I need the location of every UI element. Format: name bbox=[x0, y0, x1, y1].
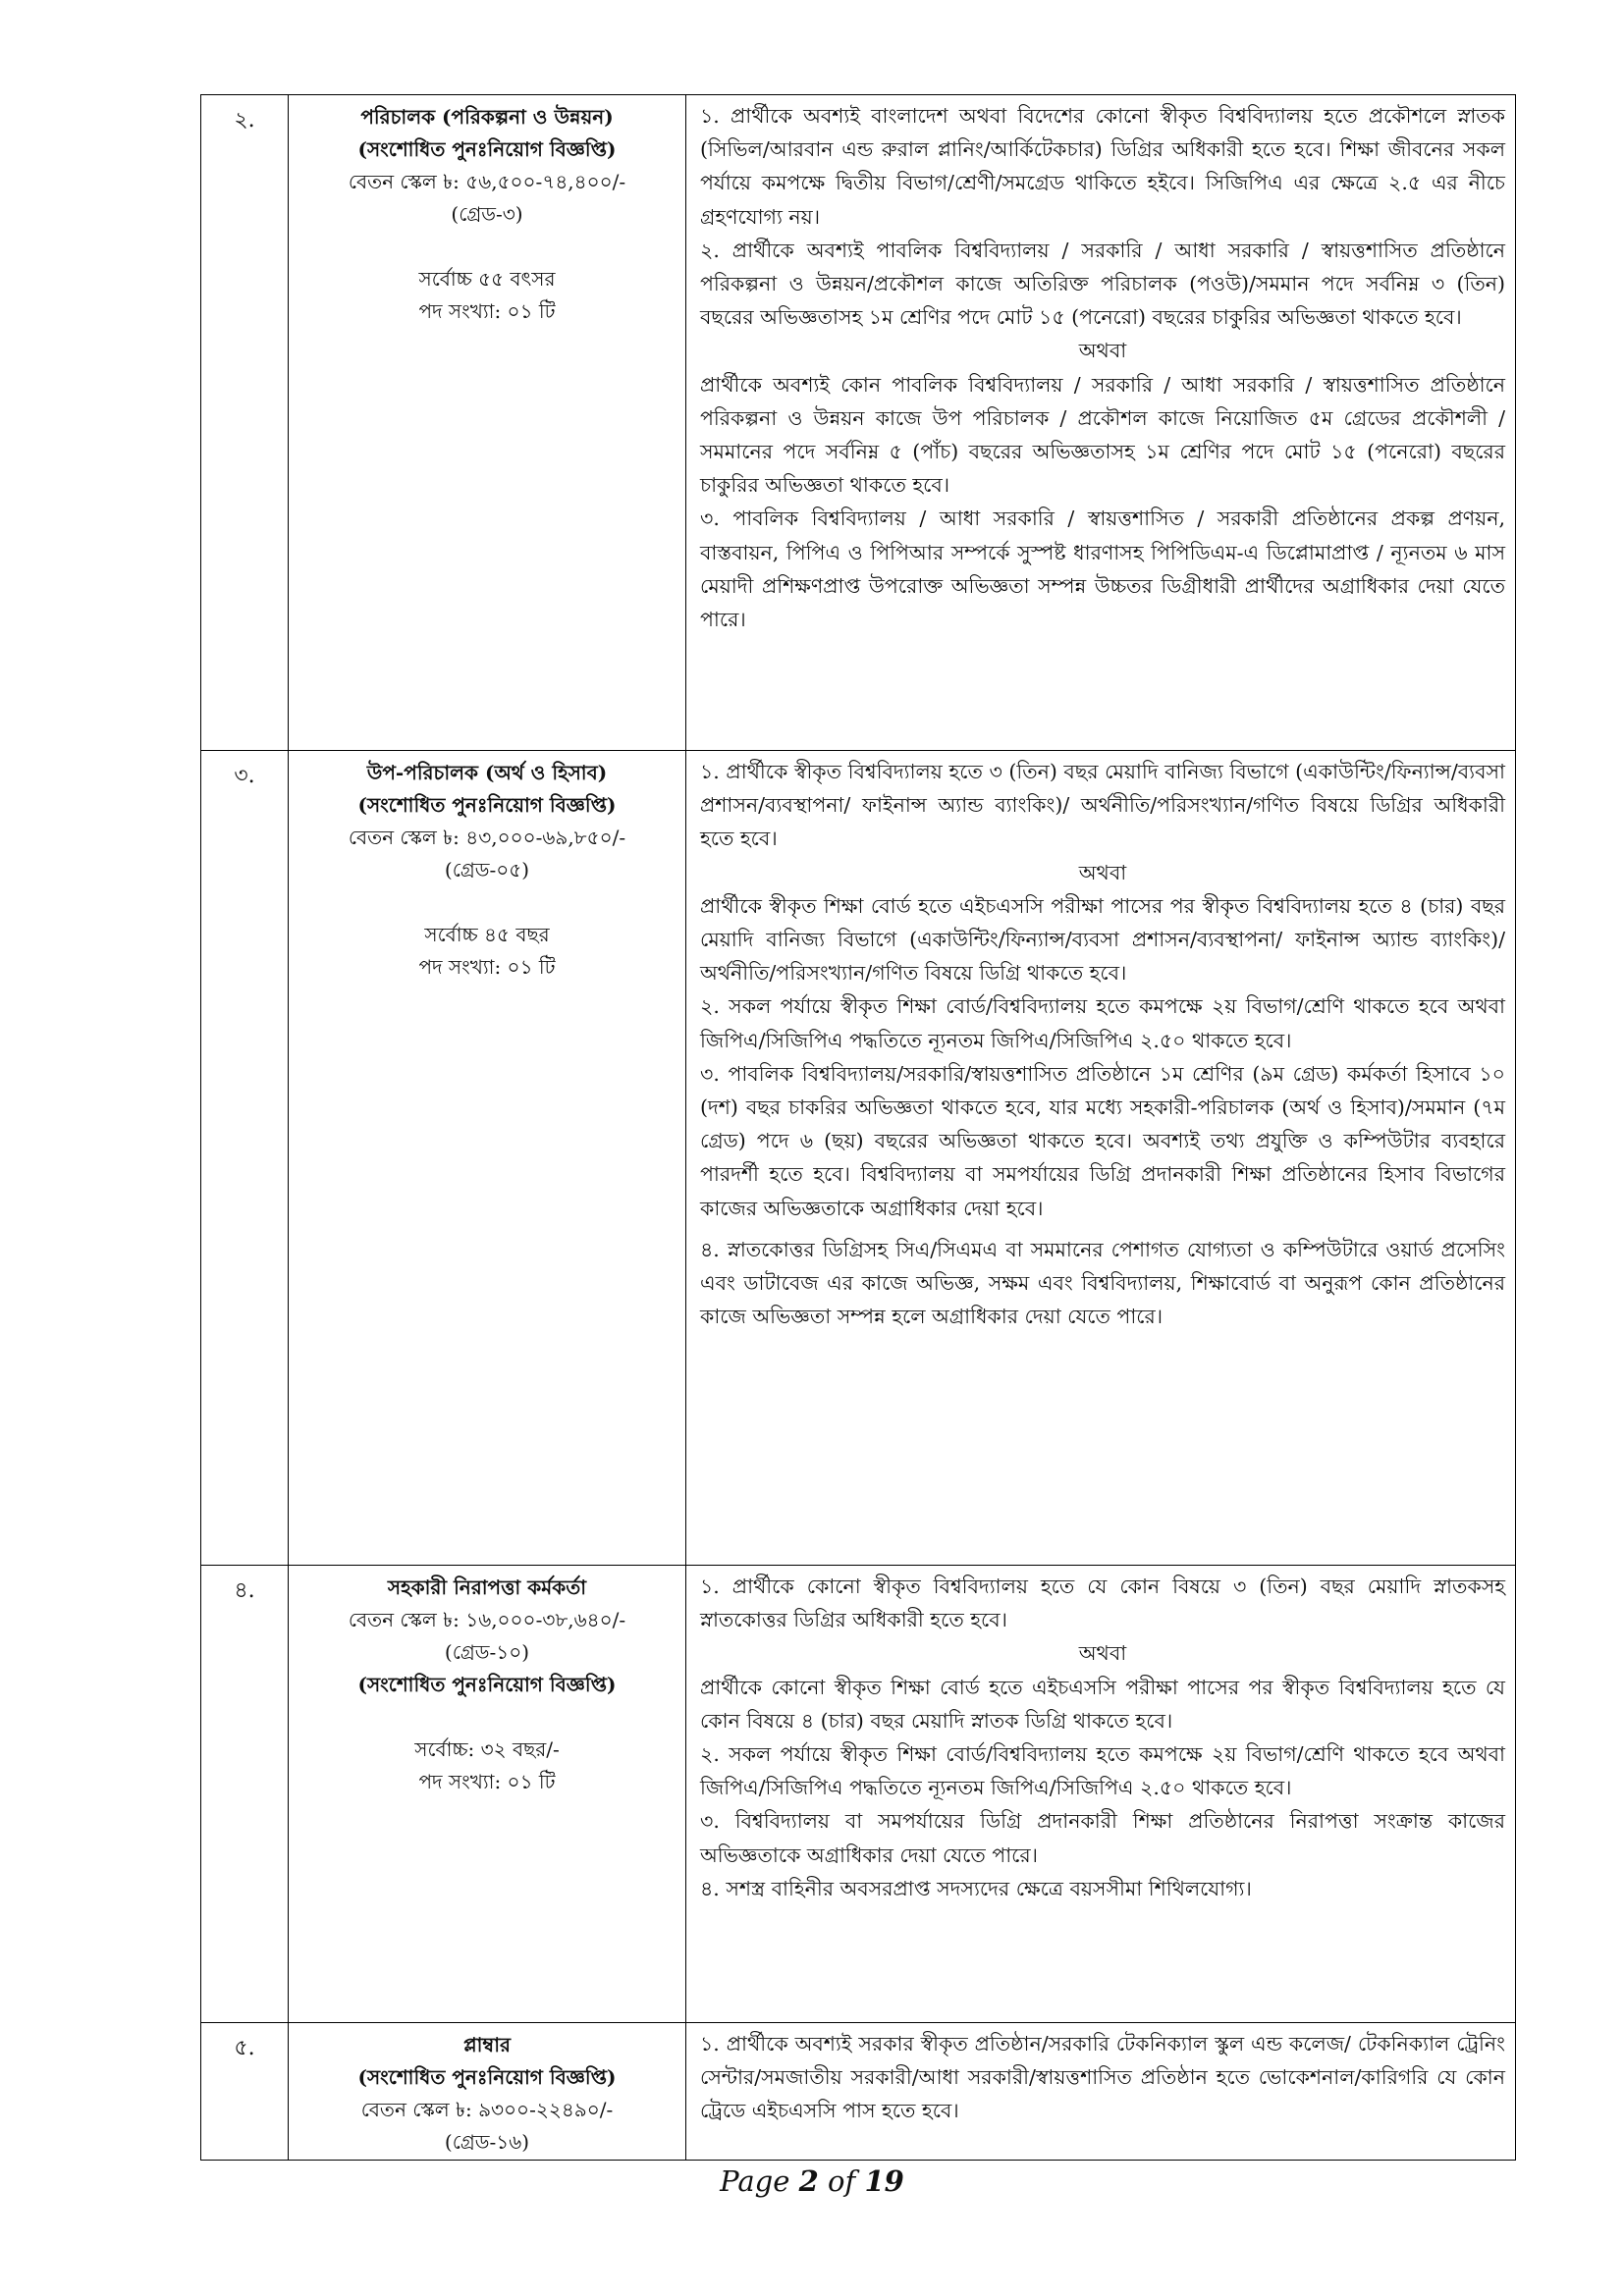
post-notice: (সংশোধিত পুনঃনিয়োগ বিজ্ঞপ্তি) bbox=[357, 793, 617, 817]
alternative-label: অথবা bbox=[1078, 860, 1127, 884]
requirement-item: ১. প্রার্থীকে অবশ্যই বাংলাদেশ অথবা বিদেশের কোনো স্বীকৃত বিশ্ববিদ্যালয় হতে প্রকৌশলে স্নাতক (সিভিল/আরবান এন্ড রুরাল প্লানিং/আর্কিটেকচার) ডিগ্রির অধিকারী হতে হবে। শিক্ষা জীবনের সকল পর্যায়ে কমপক্ষে দ্বিতীয় বিভাগ/শ্রেণী/সমগ্রেড থাকিতে হইবে। সিজিপিএ এর ক্ষেত্রে ২.৫ এর নীচে গ্রহণযোগ্য নয়। bbox=[700, 104, 1505, 229]
post-info bbox=[289, 95, 686, 751]
total-pages: 19 bbox=[864, 2164, 904, 2198]
post-title: উপ-পরিচালক (অর্থ ও হিসাব) bbox=[366, 761, 608, 784]
requirements-cell bbox=[686, 95, 1516, 751]
grade: (গ্রেড-১৬) bbox=[444, 2130, 530, 2154]
requirements-table bbox=[200, 94, 1516, 2161]
of-word: of bbox=[828, 2164, 856, 2198]
requirement-item: ২. প্রার্থীকে অবশ্যই পাবলিক বিশ্ববিদ্যালয় / সরকারি / আধা সরকারি / স্বায়ত্তশাসিত প্রতিষ্ঠানে পরিকল্পনা ও উন্নয়ন/প্রকৌশল কাজে অতিরিক্ত পরিচালক (পওউ)/সমমান পদে সর্বনিম্ন ৩ (তিন) বছরের অভিজ্ঞতাসহ ১ম শ্রেণির পদে মোট ১৫ (পনেরো) বছরের চাকুরির অভিজ্ঞতা থাকতে হবে। bbox=[700, 238, 1505, 330]
post-title: পরিচালক (পরিকল্পনা ও উন্নয়ন) bbox=[360, 105, 614, 129]
requirement-item: ১. প্রার্থীকে স্বীকৃত বিশ্ববিদ্যালয় হতে ৩ (তিন) বছর মেয়াদি বানিজ্য বিভাগে (একাউন্টিং/ফিন্যান্স/ব্যবসা প্রশাসন/ব্যবস্থাপনা/ ফাইনান্স অ্যান্ড ব্যাংকিং)/ অর্থনীতি/পরিসংখ্যান/গণিত বিষয়ে ডিগ্রির অধিকারী হতে হবে। bbox=[700, 760, 1505, 851]
post-title: সহকারী নিরাপত্তা কর্মকর্তা bbox=[387, 1575, 587, 1599]
page-word: Page bbox=[720, 2164, 790, 2198]
requirement-item: ৩. পাবলিক বিশ্ববিদ্যালয় / আধা সরকারি / স্বায়ত্তশাসিত / সরকারী প্রতিষ্ঠানের প্রকল্প প্রণয়ন, বাস্তবায়ন, পিপিএ ও পিপিআর সম্পর্কে সুস্পষ্ট ধারণাসহ পিপিডিএম-এ ডিপ্লোমাপ্রাপ্ত / ন্যূনতম ৬ মাস মেয়াদী প্রশিক্ষণপ্রাপ্ত উপরোক্ত অভিজ্ঞতা সম্পন্ন উচ্চতর ডিগ্রীধারী প্রার্থীদের অগ্রাধিকার দেয়া যেতে পারে। bbox=[700, 507, 1505, 632]
max-age: সর্বোচ্চ ৫৫ বৎসর bbox=[418, 267, 556, 291]
post-notice: (সংশোধিত পুনঃনিয়োগ বিজ্ঞপ্তি) bbox=[357, 2065, 617, 2089]
post-title: প্লাম্বার bbox=[462, 2033, 512, 2056]
alternative-label: অথবা bbox=[1078, 339, 1127, 363]
requirements-cell bbox=[686, 2023, 1516, 2161]
table-row bbox=[201, 1566, 1516, 2023]
post-notice: (সংশোধিত পুনঃনিয়োগ বিজ্ঞপ্তি) bbox=[357, 1673, 617, 1696]
requirement-item: ১. প্রার্থীকে কোনো স্বীকৃত বিশ্ববিদ্যালয় হতে যে কোন বিষয়ে ৩ (তিন) বছর মেয়াদি স্নাতকসহ স্নাতকোত্তর ডিগ্রির অধিকারী হতে হবে। bbox=[700, 1575, 1505, 1632]
post-info bbox=[289, 751, 686, 1566]
requirement-item: ২. সকল পর্যায়ে স্বীকৃত শিক্ষা বোর্ড/বিশ্ববিদ্যালয় হতে কমপক্ষে ২য় বিভাগ/শ্রেণি থাকতে হবে অথবা জিপিএ/সিজিপিএ পদ্ধতিতে ন্যূনতম জিপিএ/সিজিপিএ ২.৫০ থাকতে হবে। bbox=[700, 1742, 1505, 1800]
requirements-cell bbox=[686, 1566, 1516, 2023]
table-row bbox=[201, 95, 1516, 751]
grade: (গ্রেড-০৫) bbox=[444, 858, 530, 881]
pay-scale: বেতন স্কেল ৳: ৪৩,০০০-৬৯,৮৫০/- bbox=[348, 826, 626, 849]
requirement-item: প্রার্থীকে স্বীকৃত শিক্ষা বোর্ড হতে এইচএসসি পরীক্ষা পাসের পর স্বীকৃত বিশ্ববিদ্যালয় হতে ৪ (চার) বছর মেয়াদি বানিজ্য বিভাগে (একাউন্টিং/ফিন্যান্স/ব্যবসা প্রশাসন/ব্যবস্থাপনা/ ফাইনান্স অ্যান্ড ব্যাংকিং)/ অর্থনীতি/পরিসংখ্যান/গণিত বিষয়ে ডিগ্রি থাকতে হবে। bbox=[700, 893, 1505, 986]
grade: (গ্রেড-৩) bbox=[451, 202, 523, 226]
alternative-label: অথবা bbox=[1078, 1641, 1127, 1666]
post-count: পদ সংখ্যা: ০১ টি bbox=[418, 955, 556, 979]
current-page: 2 bbox=[798, 2164, 819, 2198]
page-number bbox=[0, 2164, 1624, 2198]
pay-scale: বেতন স্কেল ৳: ১৬,০০০-৩৮,৬৪০/- bbox=[348, 1608, 626, 1631]
serial-number: ২. bbox=[201, 95, 289, 751]
serial-number: ৪. bbox=[201, 1566, 289, 2023]
requirement-item: ২. সকল পর্যায়ে স্বীকৃত শিক্ষা বোর্ড/বিশ্ববিদ্যালয় হতে কমপক্ষে ২য় বিভাগ/শ্রেণি থাকতে হবে অথবা জিপিএ/সিজিপিএ পদ্ধতিতে ন্যূনতম জিপিএ/সিজিপিএ ২.৫০ থাকতে হবে। bbox=[700, 994, 1505, 1052]
max-age: সর্বোচ্চ: ৩২ বছর/- bbox=[414, 1737, 560, 1761]
requirement-item: প্রার্থীকে কোনো স্বীকৃত শিক্ষা বোর্ড হতে এইচএসসি পরীক্ষা পাসের পর স্বীকৃত বিশ্ববিদ্যালয় হতে যে কোন বিষয়ে ৪ (চার) বছর মেয়াদি স্নাতক ডিগ্রি থাকতে হবে। bbox=[700, 1675, 1505, 1733]
max-age: সর্বোচ্চ ৪৫ বছর bbox=[424, 923, 550, 946]
post-info bbox=[289, 1566, 686, 2023]
post-notice: (সংশোধিত পুনঃনিয়োগ বিজ্ঞপ্তি) bbox=[357, 137, 617, 161]
requirements-cell bbox=[686, 751, 1516, 1566]
serial-number: ৫. bbox=[201, 2023, 289, 2161]
requirement-item: ৪. স্নাতকোত্তর ডিগ্রিসহ সিএ/সিএমএ বা সমমানের পেশাগত যোগ্যতা ও কম্পিউটারে ওয়ার্ড প্রসেসিং এবং ডাটাবেজ এর কাজে অভিজ্ঞ, সক্ষম এবং বিশ্ববিদ্যালয়, শিক্ষাবোর্ড বা অনুরূপ কোন প্রতিষ্ঠানের কাজে অভিজ্ঞতা সম্পন্ন হলে অগ্রাধিকার দেয়া যেতে পারে। bbox=[700, 1237, 1505, 1329]
post-info bbox=[289, 2023, 686, 2161]
requirement-item: প্রার্থীকে অবশ্যই কোন পাবলিক বিশ্ববিদ্যালয় / সরকারি / আধা সরকারি / স্বায়ত্তশাসিত প্রতিষ্ঠানে পরিকল্পনা ও উন্নয়ন কাজে উপ পরিচালক / প্রকৌশল কাজে নিয়োজিত ৫ম গ্রেডের প্রকৌশলী / সমমানের পদে সর্বনিম্ন ৫ (পাঁচ) বছরের অভিজ্ঞতাসহ ১ম শ্রেণির পদে মোট ১৫ (পনেরো) বছরের চাকুরির অভিজ্ঞতা থাকতে হবে। bbox=[700, 372, 1505, 498]
table-row bbox=[201, 751, 1516, 1566]
requirement-item: ৩. পাবলিক বিশ্ববিদ্যালয়/সরকারি/স্বায়ত্তশাসিত প্রতিষ্ঠানে ১ম শ্রেণির (৯ম গ্রেড) কর্মকর্তা হিসাবে ১০ (দশ) বছর চাকরির অভিজ্ঞতা থাকতে হবে, যার মধ্যে সহকারী-পরিচালক (অর্থ ও হিসাব)/সমমান (৭ম গ্রেড) পদে ৬ (ছয়) বছরের অভিজ্ঞতা থাকতে হবে। অবশ্যই তথ্য প্রযুক্তি ও কম্পিউটার ব্যবহারে পারদর্শী হতে হবে। বিশ্ববিদ্যালয় বা সমপর্যায়ের ডিগ্রি প্রদানকারী শিক্ষা প্রতিষ্ঠানের হিসাব বিভাগের কাজের অভিজ্ঞতাকে অগ্রাধিকার দেয়া হবে। bbox=[700, 1061, 1505, 1220]
table-row bbox=[201, 2023, 1516, 2161]
grade: (গ্রেড-১০) bbox=[444, 1640, 530, 1664]
requirement-item: ৩. বিশ্ববিদ্যালয় বা সমপর্যায়ের ডিগ্রি প্রদানকারী শিক্ষা প্রতিষ্ঠানের নিরাপত্তা সংক্রান্ত কাজের অভিজ্ঞতাকে অগ্রাধিকার দেয়া যেতে পারে। bbox=[700, 1809, 1505, 1867]
pay-scale: বেতন স্কেল ৳: ৫৬,৫০০-৭৪,৪০০/- bbox=[348, 170, 626, 193]
serial-number: ৩. bbox=[201, 751, 289, 1566]
requirement-item: ৪. সশস্ত্র বাহিনীর অবসরপ্রাপ্ত সদস্যদের ক্ষেত্রে বয়সসীমা শিথিলযোগ্য। bbox=[700, 1876, 1252, 1900]
post-count: পদ সংখ্যা: ০১ টি bbox=[418, 299, 556, 323]
pay-scale: বেতন স্কেল ৳: ৯৩০০-২২৪৯০/- bbox=[360, 2098, 614, 2121]
post-count: পদ সংখ্যা: ০১ টি bbox=[418, 1770, 556, 1793]
requirement-item: ১. প্রার্থীকে অবশ্যই সরকার স্বীকৃত প্রতিষ্ঠান/সরকারি টেকনিক্যাল স্কুল এন্ড কলেজ/ টেকনিক্যাল ট্রেনিং সেন্টার/সমজাতীয় সরকারী/আধা সরকারী/স্বায়ত্তশাসিত প্রতিষ্ঠান হতে ভোকেশনাল/কারিগরি যে কোন ট্রেডে এইচএসসি পাস হতে হবে। bbox=[700, 2032, 1505, 2123]
